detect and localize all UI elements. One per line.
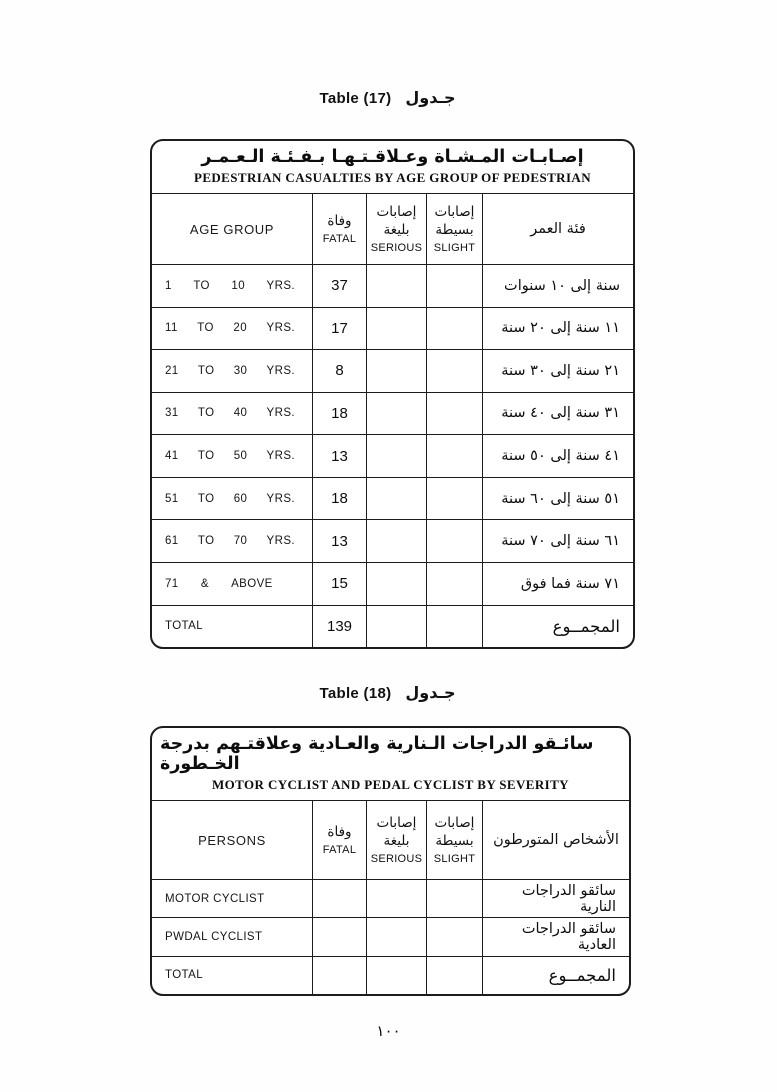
age-range-part: 1 <box>165 279 172 292</box>
total-arabic-cell: المجمــوع <box>482 957 629 994</box>
age-range-part: 50 <box>233 450 248 463</box>
serious-column-header <box>366 194 426 264</box>
age-range-arabic-cell: ٣١ سنة إلى ٤٠ سنة <box>482 393 633 435</box>
slight-value-cell <box>426 563 482 605</box>
age-range-part: 10 <box>231 279 246 292</box>
age-range-part: 51 <box>165 492 179 505</box>
age-range-part: 11 <box>165 322 178 335</box>
age-range-part: ABOVE <box>231 577 273 590</box>
age-range-part: YRS. <box>266 279 295 292</box>
age-range-cell <box>152 265 312 307</box>
age-range-part: 20 <box>233 322 247 335</box>
slight-value-cell <box>426 880 482 917</box>
pedestrian-casualties-table <box>150 139 635 649</box>
slight-column-header <box>426 194 482 264</box>
serious-value-cell <box>366 308 426 350</box>
slight-header-english: SLIGHT <box>433 241 476 254</box>
slight-value-cell <box>426 393 482 435</box>
slight-value-cell <box>426 350 482 392</box>
age-range-part: YRS. <box>266 535 295 548</box>
age-group-row <box>152 349 633 392</box>
serious-value-cell <box>366 520 426 562</box>
age-group-row <box>152 307 633 350</box>
serious-value-cell <box>366 350 426 392</box>
age-range-part: 21 <box>165 364 179 377</box>
slight-value-cell <box>426 918 482 955</box>
fatal-value-cell <box>312 880 366 917</box>
slight-value-cell <box>426 265 482 307</box>
serious-value-cell <box>366 435 426 477</box>
person-label-cell: PWDAL CYCLIST <box>165 930 263 943</box>
age-range-part: 60 <box>233 492 248 505</box>
age-range-part: & <box>200 577 209 590</box>
age-range-part: TO <box>197 450 215 463</box>
slight-value-cell <box>426 308 482 350</box>
age-range-cell <box>152 308 312 350</box>
total-slight-cell <box>426 606 482 648</box>
total-fatal-cell <box>312 957 366 994</box>
serious-header-english: SERIOUS <box>370 241 423 254</box>
age-range-part: YRS. <box>266 450 295 463</box>
age-range-part: 31 <box>165 407 179 420</box>
table17-header-row <box>152 194 633 264</box>
table17-title-english: PEDESTRIAN CASUALTIES BY AGE GROUP OF PEDESTRIAN <box>193 170 591 185</box>
age-range-cell <box>152 435 312 477</box>
age-range-part: YRS. <box>266 492 295 505</box>
age-range-part: TO <box>197 322 214 335</box>
fatal-header-arabic: وفاة <box>327 824 352 841</box>
table17-title-arabic: إصـابـات المـشـاة وعـلاقـتـهـا بـفـئـة الـعـمـر <box>201 147 584 167</box>
age-range-cell <box>152 478 312 520</box>
serious-header-arabic-line2: بليغة <box>383 833 410 849</box>
total-arabic-cell: المجمــوع <box>482 606 633 648</box>
serious-header-arabic-line1: إصابات <box>376 204 417 221</box>
total-label-cell: TOTAL <box>165 620 203 633</box>
serious-value-cell <box>366 265 426 307</box>
age-group-row <box>152 264 633 307</box>
serious-header-arabic-line1: إصابات <box>376 815 417 832</box>
fatal-value-cell <box>312 918 366 955</box>
fatal-column-header <box>312 801 366 879</box>
fatal-value-cell: 13 <box>312 435 366 477</box>
fatal-column-header <box>312 194 366 264</box>
cyclist-row <box>152 879 629 917</box>
age-group-row <box>152 477 633 520</box>
total-serious-cell <box>366 957 426 994</box>
table18-total-row <box>152 956 629 994</box>
age-group-column-header: AGE GROUP <box>189 221 275 237</box>
table17-caption-ar: جـدول <box>405 88 456 107</box>
fatal-value-cell: 8 <box>312 350 366 392</box>
age-range-part: YRS. <box>266 364 295 377</box>
table18-header-row <box>152 801 629 879</box>
fatal-header-english: FATAL <box>322 843 357 856</box>
serious-value-cell <box>366 880 426 917</box>
table18-body <box>152 801 629 994</box>
total-slight-cell <box>426 957 482 994</box>
serious-header-english: SERIOUS <box>370 852 423 865</box>
age-group-row <box>152 434 633 477</box>
slight-value-cell <box>426 520 482 562</box>
slight-header-arabic-line1: إصابات <box>434 204 475 221</box>
age-category-arabic-header: فئة العمر <box>482 194 633 264</box>
table17-total-row <box>152 605 633 648</box>
fatal-value-cell: 15 <box>312 563 366 605</box>
age-range-arabic-cell: ٢١ سنة إلى ٣٠ سنة <box>482 350 633 392</box>
person-arabic-cell: سائقو الدراجات العادية <box>482 918 629 955</box>
age-range-arabic-cell: سنة إلى ١٠ سنوات <box>482 265 633 307</box>
age-range-part: YRS. <box>266 322 295 335</box>
age-range-part: 30 <box>233 364 248 377</box>
fatal-value-cell: 18 <box>312 478 366 520</box>
serious-value-cell <box>366 918 426 955</box>
age-range-arabic-cell: ٧١ سنة فما فوق <box>482 563 633 605</box>
fatal-header-arabic: وفاة <box>327 213 352 230</box>
table18-title-band <box>152 728 629 801</box>
total-label-cell: TOTAL <box>165 969 203 982</box>
age-range-arabic-cell: ٤١ سنة إلى ٥٠ سنة <box>482 435 633 477</box>
age-range-part: TO <box>197 492 215 505</box>
slight-value-cell <box>426 478 482 520</box>
slight-header-english: SLIGHT <box>433 852 476 865</box>
age-range-part: TO <box>197 407 215 420</box>
total-serious-cell <box>366 606 426 648</box>
age-range-part: TO <box>193 279 210 292</box>
age-range-part: 41 <box>165 450 179 463</box>
table18-caption <box>0 683 777 702</box>
slight-value-cell <box>426 435 482 477</box>
cyclist-row <box>152 917 629 955</box>
slight-column-header <box>426 801 482 879</box>
age-range-part: 71 <box>165 577 179 590</box>
fatal-header-english: FATAL <box>322 232 357 245</box>
fatal-value-cell: 17 <box>312 308 366 350</box>
slight-header-arabic-line2: بسيطة <box>435 833 474 849</box>
serious-value-cell <box>366 478 426 520</box>
age-group-row <box>152 562 633 605</box>
person-arabic-cell: سائقو الدراجات النارية <box>482 880 629 917</box>
age-range-cell <box>152 350 312 392</box>
table18-title-english: MOTOR CYCLIST AND PEDAL CYCLIST BY SEVERITY <box>212 777 569 792</box>
age-range-part: TO <box>197 364 215 377</box>
table18-caption-en: Table (18) <box>319 685 392 702</box>
table17-body <box>152 194 633 647</box>
table18-caption-ar: جـدول <box>405 683 456 702</box>
table17-title-band <box>152 141 633 194</box>
cyclist-severity-table <box>150 726 631 996</box>
age-range-cell <box>152 563 312 605</box>
slight-header-arabic-line2: بسيطة <box>435 222 474 238</box>
age-range-arabic-cell: ١١ سنة إلى ٢٠ سنة <box>482 308 633 350</box>
age-range-arabic-cell: ٥١ سنة إلى ٦٠ سنة <box>482 478 633 520</box>
table18-title-arabic: سائـقو الدراجات الـنارية والعـادية وعلاقتـهم بدرجة الخـطورة <box>160 734 594 774</box>
fatal-value-cell: 18 <box>312 393 366 435</box>
table17-caption-en: Table (17) <box>319 90 392 107</box>
age-range-part: TO <box>197 535 215 548</box>
serious-value-cell <box>366 563 426 605</box>
fatal-value-cell: 37 <box>312 265 366 307</box>
slight-header-arabic-line1: إصابات <box>434 815 475 832</box>
serious-value-cell <box>366 393 426 435</box>
age-range-cell <box>152 520 312 562</box>
table17-caption <box>0 88 777 107</box>
fatal-value-cell: 13 <box>312 520 366 562</box>
total-fatal-cell: 139 <box>312 606 366 648</box>
age-range-part: 61 <box>165 535 179 548</box>
age-range-cell <box>152 393 312 435</box>
persons-involved-arabic-header: الأشخاص المتورطون <box>482 801 629 879</box>
age-range-arabic-cell: ٦١ سنة إلى ٧٠ سنة <box>482 520 633 562</box>
age-group-row <box>152 519 633 562</box>
age-range-part: 40 <box>233 407 248 420</box>
age-range-part: YRS. <box>266 407 295 420</box>
page-number: ١٠٠ <box>376 1022 401 1040</box>
person-label-cell: MOTOR CYCLIST <box>165 892 265 905</box>
age-group-row <box>152 392 633 435</box>
serious-column-header <box>366 801 426 879</box>
age-range-part: 70 <box>233 535 248 548</box>
serious-header-arabic-line2: بليغة <box>383 222 410 238</box>
persons-column-header: PERSONS <box>198 832 266 848</box>
